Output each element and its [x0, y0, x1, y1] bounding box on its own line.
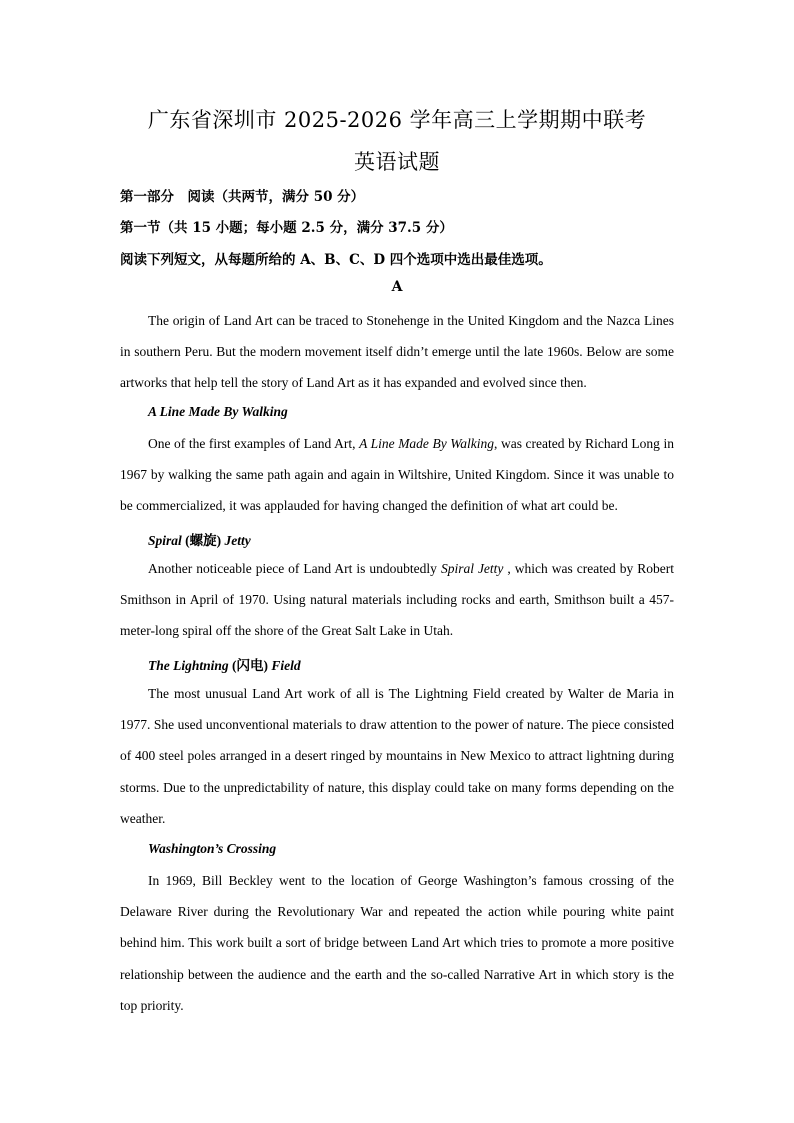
exam-title: 广东省深圳市 2025-2026 学年高三上学期期中联考 [147, 108, 647, 132]
artwork-paragraph-2 [120, 553, 674, 647]
artwork-title-italic: A Line Made By Walking [359, 436, 495, 451]
artwork-heading-text: A Line Made By Walking [148, 404, 288, 419]
passage-label: A [391, 279, 403, 295]
paragraph-text: One of the first examples of Land Art, [148, 436, 360, 451]
artwork-heading-text: The Lightning [148, 658, 233, 673]
artwork-heading-note: (闪电) [232, 658, 269, 673]
section-heading: 第一节（共 15 小题；每小题 2.5 分，满分 37.5 分） [120, 220, 453, 236]
artwork-heading-text: Washington’s Crossing [148, 841, 277, 856]
artwork-paragraph-4 [120, 865, 674, 1021]
artwork-paragraph-1 [120, 428, 674, 522]
paragraph-text: Another noticeable piece of Land Art is undoubtedly [148, 561, 441, 576]
paragraph-text-tail: , which was created by Robert Smithson in April of 1970. Using natural materials including rocks and earth, Smithson built a 457-meter-long spiral off the shore of the Great Salt Lake in Utah. [120, 561, 674, 639]
artwork-heading-1 [148, 404, 288, 420]
part-heading: 第一部分 阅读（共两节，满分 50 分） [120, 189, 365, 205]
artwork-heading-tail: Field [268, 658, 301, 673]
artwork-heading-3 [148, 654, 301, 674]
exam-subtitle: 英语试题 [354, 150, 440, 174]
directions-text: 阅读下列短文，从每题所给的 A、B、C、D 四个选项中选出最佳选项。 [120, 252, 552, 268]
artwork-heading-note: (螺旋) [185, 533, 222, 548]
paragraph-text: In 1969, Bill Beckley went to the location of George Washington’s famous crossing of the Delaware River during the Revolutionary War and repeated the action while pouring white paint behind him. This work built a sort of bridge between Land Art which tries to promote a more positive relationship between the audience and the earth and the so-called Narrative Art in which story is the top priority. [120, 873, 674, 1013]
artwork-title-italic: Spiral Jetty [440, 561, 504, 576]
artwork-heading-2 [148, 529, 251, 549]
artwork-heading-text: Spiral [148, 533, 186, 548]
passage-intro: The origin of Land Art can be traced to Stonehenge in the United Kingdom and the Nazca Lines in southern Peru. But the modern movement itself didn’t emerge until the late 1960s. Below are some artworks that help tell the story of Land Art as it has expanded and evolved since then. [120, 313, 674, 391]
paragraph-text: The most unusual Land Art work of all is The Lightning Field created by Walter de Maria in 1977. She used unconventional materials to draw attention to the power of nature. The piece consisted of 400 steel poles arranged in a desert ringed by mountains in New Mexico to attract lightning during storms. Due to the unpredictability of nature, this display could take on many forms depending on the weather. [120, 686, 674, 826]
paragraph-text-tail: , was created by Richard Long in 1967 by walking the same path again and again in Wiltshire, United Kingdom. Since it was unable to be commercialized, it was applauded for having changed the definition of what art could be. [120, 436, 674, 514]
artwork-heading-4 [148, 841, 276, 857]
artwork-heading-tail: Jetty [221, 533, 251, 548]
artwork-paragraph-3 [120, 678, 674, 834]
